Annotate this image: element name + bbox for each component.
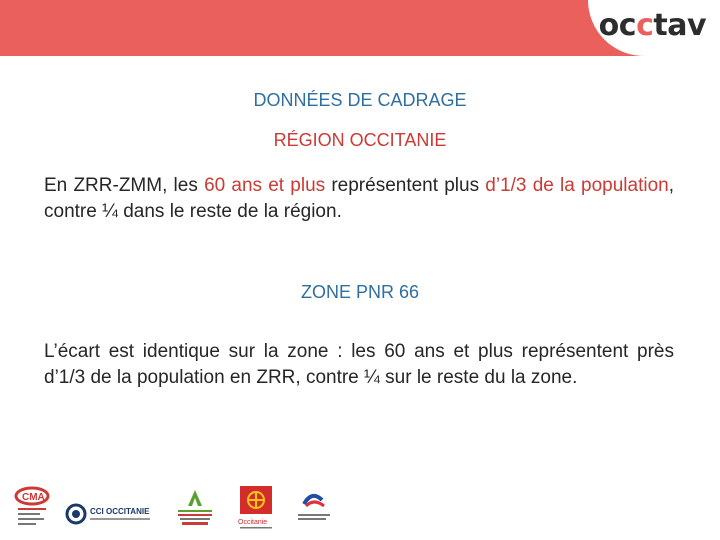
agence-france-entrepreneur-logo bbox=[292, 484, 336, 530]
region-paragraph: En ZRR-ZMM, les 60 ans et plus représentent plus d’1/3 de la population, contre ¼ dans le reste de la région. bbox=[44, 175, 675, 222]
octav-logo bbox=[588, 0, 720, 56]
section-title: DONNÉES DE CADRAGE bbox=[253, 90, 467, 110]
region-subtitle: RÉGION OCCITANIE bbox=[273, 130, 447, 150]
occitanie-region-logo bbox=[230, 484, 282, 530]
partner-logos bbox=[12, 484, 332, 530]
zone-title: ZONE PNR 66 bbox=[300, 282, 420, 302]
agricultures-territoires-logo bbox=[170, 484, 220, 530]
octav-logo-text: occtav bbox=[598, 8, 706, 43]
header-bar bbox=[0, 0, 720, 56]
cci-occitanie-logo bbox=[64, 484, 160, 530]
svg-text:CCI OCCITANIE: CCI OCCITANIE bbox=[90, 507, 150, 516]
svg-text:CMA: CMA bbox=[22, 492, 45, 503]
cma-logo bbox=[12, 484, 54, 530]
svg-text:Occitanie: Occitanie bbox=[238, 519, 268, 526]
zone-paragraph: L’écart est identique sur la zone : les 60 ans et plus représentent près d’1/3 de la population en ZRR, contre ¼ sur le reste du la zone. bbox=[44, 341, 674, 388]
